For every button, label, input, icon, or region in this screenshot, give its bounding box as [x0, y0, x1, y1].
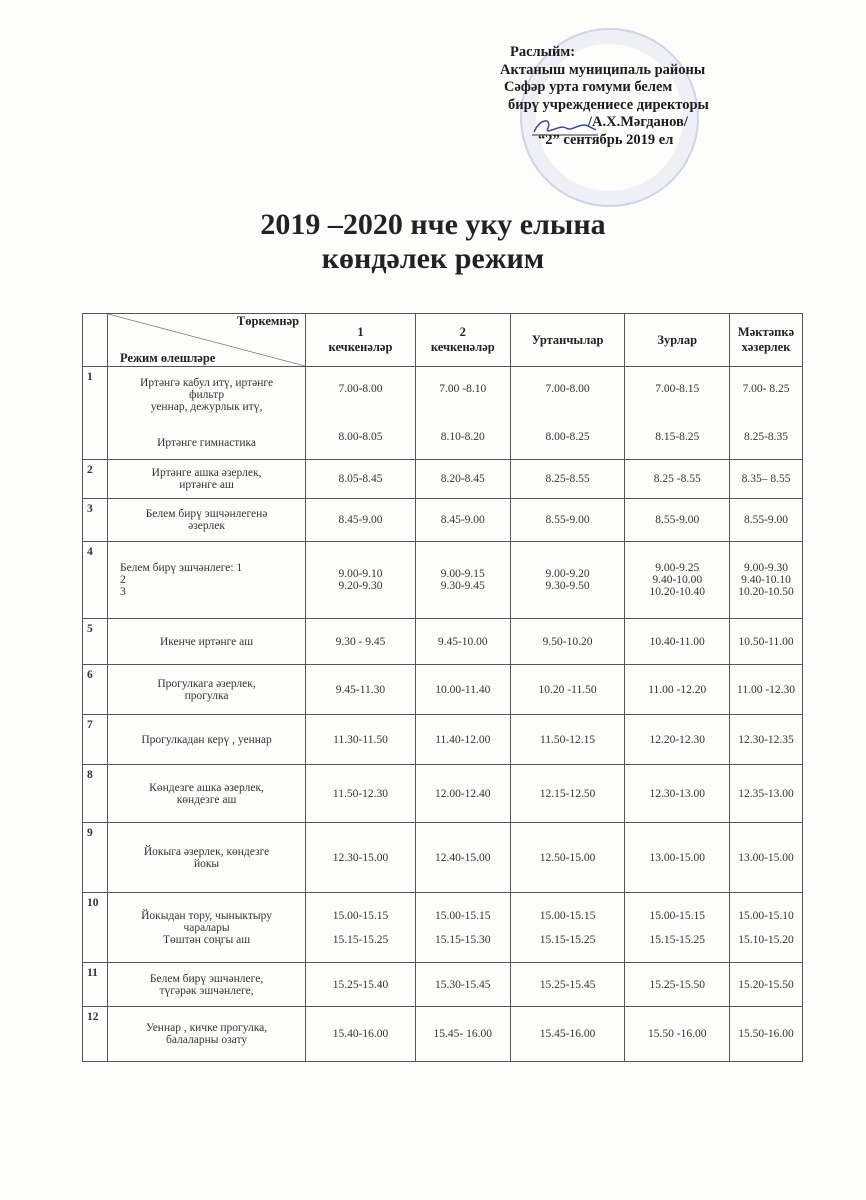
time-cell: 8.45-9.00 [306, 499, 416, 542]
time-cell: 15.25-15.40 [306, 963, 416, 1007]
time-cell: 8.45-9.00 [415, 499, 510, 542]
row-number: 8 [83, 765, 108, 823]
regime-activity: Йокыдан тору, чыныктыру чаралары Төштән соңгы аш [107, 893, 305, 963]
time-cell: 10.40-11.00 [625, 619, 730, 665]
time-cell: 12.35-13.00 [730, 765, 803, 823]
time-cell: 9.00-9.20 9.30-9.50 [510, 542, 625, 619]
column-header: Мәктәпкә хәзерлек [730, 314, 803, 367]
time-cell: 15.50-16.00 [730, 1007, 803, 1062]
time-cell: 11.00 -12.20 [625, 665, 730, 715]
time-cell: 9.45-10.00 [415, 619, 510, 665]
time-cell: 15.25-15.50 [625, 963, 730, 1007]
time-cell: 12.15-12.50 [510, 765, 625, 823]
row-number: 12 [83, 1007, 108, 1062]
time-cell: 12.20-12.30 [625, 715, 730, 765]
column-header: 1 кечкенәләр [306, 314, 416, 367]
time-cell: 15.00-15.15 15.15-15.25 [510, 893, 625, 963]
time-cell: 15.30-15.45 [415, 963, 510, 1007]
time-cell: 9.00-9.10 9.20-9.30 [306, 542, 416, 619]
time-cell: 12.00-12.40 [415, 765, 510, 823]
table-row [83, 1007, 803, 1062]
header-number [83, 314, 108, 367]
time-cell: 7.00-8.15 8.15-8.25 [625, 367, 730, 460]
regime-activity: Иртәнгә кабул итү, иртәнге фильтр уеннар, дежурлык итү, Иртәнге гимнастика [107, 367, 305, 460]
row-number: 5 [83, 619, 108, 665]
time-cell: 12.40-15.00 [415, 823, 510, 893]
time-cell: 8.05-8.45 [306, 460, 416, 499]
time-cell: 10.00-11.40 [415, 665, 510, 715]
time-cell: 8.55-9.00 [730, 499, 803, 542]
time-cell: 12.30-12.35 [730, 715, 803, 765]
table-row [83, 765, 803, 823]
time-cell: 8.55-9.00 [510, 499, 625, 542]
row-number: 7 [83, 715, 108, 765]
table-row [83, 367, 803, 460]
time-cell: 8.25-8.55 [510, 460, 625, 499]
row-number: 3 [83, 499, 108, 542]
time-cell: 9.45-11.30 [306, 665, 416, 715]
row-number: 4 [83, 542, 108, 619]
title-line: көндәлек режим [321, 242, 545, 275]
time-cell: 15.40-16.00 [306, 1007, 416, 1062]
regime-activity: Белем бирү эшчәнлеге: 1 2 3 [107, 542, 305, 619]
page-title [0, 208, 866, 276]
row-number: 11 [83, 963, 108, 1007]
time-cell: 7.00- 8.25 8.25-8.35 [730, 367, 803, 460]
table-row [83, 665, 803, 715]
time-cell: 8.35– 8.55 [730, 460, 803, 499]
time-cell: 15.25-15.45 [510, 963, 625, 1007]
time-cell: 11.50-12.15 [510, 715, 625, 765]
regime-activity: Прогулкадан керү , уеннар [107, 715, 305, 765]
time-cell: 15.00-15.10 15.10-15.20 [730, 893, 803, 963]
regime-activity: Прогулкага әзерлек, прогулка [107, 665, 305, 715]
time-cell: 9.00-9.30 9.40-10.10 10.20-10.50 [730, 542, 803, 619]
time-cell: 9.50-10.20 [510, 619, 625, 665]
time-cell: 15.00-15.15 15.15-15.25 [306, 893, 416, 963]
row-number: 10 [83, 893, 108, 963]
director-name: /А.Х.Мәгданов/ [588, 114, 688, 130]
time-cell: 10.20 -11.50 [510, 665, 625, 715]
time-cell: 15.45- 16.00 [415, 1007, 510, 1062]
column-header: Уртанчылар [510, 314, 625, 367]
approval-block [500, 44, 709, 149]
approval-line: бирү учреждениесе директоры [508, 96, 709, 113]
time-cell: 9.00-9.25 9.40-10.00 10.20-10.40 [625, 542, 730, 619]
regime-activity: Көндезге ашка әзерлек, көндезге аш [107, 765, 305, 823]
time-cell: 8.55-9.00 [625, 499, 730, 542]
time-cell: 9.00-9.15 9.30-9.45 [415, 542, 510, 619]
time-cell: 8.25 -8.55 [625, 460, 730, 499]
header-diagonal-cell [107, 314, 305, 367]
time-cell: 7.00-8.00 8.00-8.25 [510, 367, 625, 460]
row-number: 6 [83, 665, 108, 715]
approval-heading: Раслыйм: [510, 44, 576, 60]
table-row [83, 823, 803, 893]
time-cell: 11.50-12.30 [306, 765, 416, 823]
groups-label: Төркемнәр [236, 314, 300, 328]
table-row [83, 619, 803, 665]
table-header-row [83, 314, 803, 367]
table-row [83, 542, 803, 619]
time-cell: 12.30-13.00 [625, 765, 730, 823]
time-cell: 15.50 -16.00 [625, 1007, 730, 1062]
regime-activity: Йокыга әзерлек, көндезге йокы [107, 823, 305, 893]
time-cell: 13.00-15.00 [730, 823, 803, 893]
regime-activity: Икенче иртәнге аш [107, 619, 305, 665]
row-number: 1 [83, 367, 108, 460]
time-cell: 7.00 -8.10 8.10-8.20 [415, 367, 510, 460]
column-header: 2 кечкенәләр [415, 314, 510, 367]
time-cell: 8.20-8.45 [415, 460, 510, 499]
table-row [83, 499, 803, 542]
regime-activity: Уеннар , кичке прогулка, балаларны озату [107, 1007, 305, 1062]
table-row [83, 963, 803, 1007]
table-row [83, 893, 803, 963]
approval-line: Сәфәр урта гомуми белем [504, 79, 673, 95]
table-row [83, 715, 803, 765]
column-header: Зурлар [625, 314, 730, 367]
time-cell: 11.00 -12.30 [730, 665, 803, 715]
title-line: 2019 –2020 нче уку елына [260, 208, 606, 241]
time-cell: 15.00-15.15 15.15-15.30 [415, 893, 510, 963]
time-cell: 15.20-15.50 [730, 963, 803, 1007]
time-cell: 12.30-15.00 [306, 823, 416, 893]
time-cell: 15.00-15.15 15.15-15.25 [625, 893, 730, 963]
time-cell: 11.40-12.00 [415, 715, 510, 765]
time-cell: 13.00-15.00 [625, 823, 730, 893]
row-number: 2 [83, 460, 108, 499]
regime-activity: Белем бирү эшчәнлегенә әзерлек [107, 499, 305, 542]
approval-line: Актаныш муниципаль районы [500, 61, 706, 78]
time-cell: 11.30-11.50 [306, 715, 416, 765]
regime-label: Режим өлешләре [119, 351, 216, 365]
time-cell: 9.30 - 9.45 [306, 619, 416, 665]
approval-date: “2” сентябрь 2019 ел [538, 131, 674, 148]
table-row [83, 460, 803, 499]
time-cell: 15.45-16.00 [510, 1007, 625, 1062]
schedule-table [82, 313, 803, 1062]
row-number: 9 [83, 823, 108, 893]
time-cell: 7.00-8.00 8.00-8.05 [306, 367, 416, 460]
regime-activity: Иртәнге ашка әзерлек, иртәнге аш [107, 460, 305, 499]
time-cell: 10.50-11.00 [730, 619, 803, 665]
regime-activity: Белем бирү эшчәнлеге, түгәрәк эшчәнлеге, [107, 963, 305, 1007]
time-cell: 12.50-15.00 [510, 823, 625, 893]
